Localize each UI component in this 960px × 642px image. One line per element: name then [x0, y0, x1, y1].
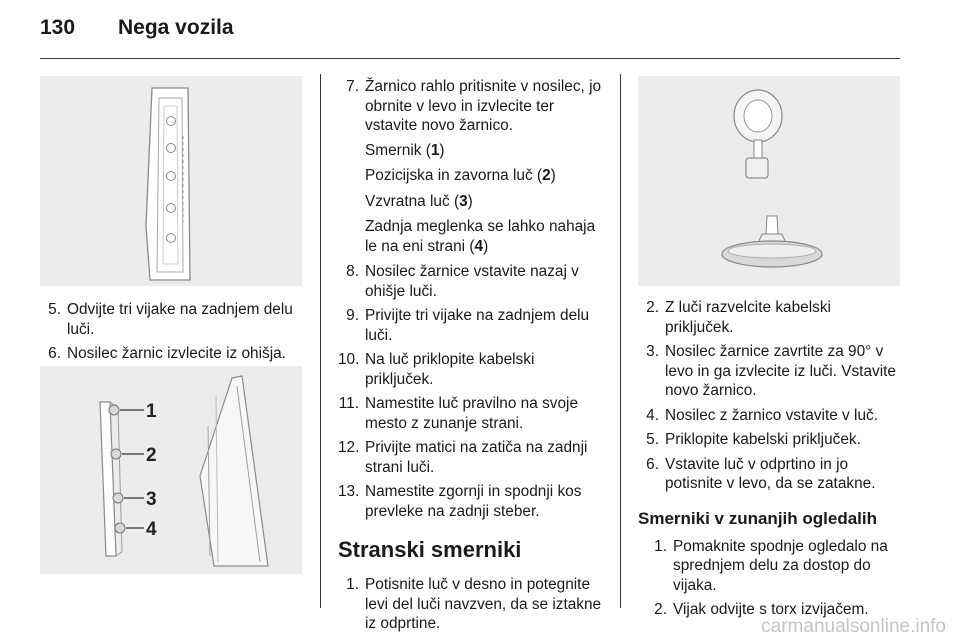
list-item: 3. Nosilec žarnice zavrtite za 90° v levo in ga izvlecite iz luči. Vstavite novo žarnico.: [646, 343, 896, 399]
list-item: 6. Vstavite luč v odprtino in jo potisnite v levo, da se zatakne.: [646, 455, 876, 492]
list-item: 11. Namestite luč pravilno na svoje mesto z zunanje strani.: [338, 395, 579, 432]
column-divider-left: [320, 74, 321, 608]
list-item: 1. Potisnite luč v desno in potegnite levi del luči navzven, da se iztakne iz odprtine.: [346, 576, 602, 632]
side-indicator-illustration: [638, 76, 900, 286]
list-item: 2. Z luči razvelcite kabelski priključek.: [646, 299, 831, 336]
tail-light-illustration: [40, 76, 302, 286]
list-item: 5. Priklopite kabelski priključek.: [646, 431, 861, 448]
list-item: 6. Nosilec žarnic izvlecite iz ohišja.: [48, 345, 286, 362]
watermark: carmanualsonline.info: [761, 616, 946, 637]
figure-tail-light: [40, 76, 302, 286]
bulb-ref-1: Smernik (1): [365, 141, 445, 159]
bulb-holder-illustration: [40, 366, 302, 574]
list-item: 2. Vijak odvijte s torx izvijačem.: [654, 601, 869, 618]
bulb-ref-3: Vzvratna luč (3): [365, 192, 473, 210]
column-divider-right: [620, 74, 621, 608]
section-title-side-indicators: Stranski smerniki: [338, 537, 522, 562]
list-item: 1. Pomaknite spodnje ogledalo na sprednjem delu za dostop do vijaka.: [654, 537, 888, 594]
list-item: 8. Nosilec žarnice vstavite nazaj v ohišje luči.: [346, 263, 579, 300]
list-item: 13. Namestite zgornji in spodnji kos prevleke na zadnji steber.: [338, 483, 582, 520]
left-column-text: [40, 300, 304, 369]
list-item: 10. Na luč priklopite kabelski priključek.: [338, 351, 535, 388]
list-item: 9. Privijte tri vijake na zadnjem delu luči.: [346, 307, 590, 344]
figure-side-indicator: [638, 76, 900, 286]
bulb-ref-2: Pozicijska in zavorna luč (2): [365, 167, 556, 184]
list-item: 5. Odvijte tri vijake na zadnjem delu luči.: [48, 301, 293, 338]
middle-column-text: [338, 77, 606, 639]
callout-1: 1: [146, 401, 157, 422]
list-item: 12. Privijte matici na zatiča na zadnji strani luči.: [338, 439, 588, 476]
header-rule: [40, 58, 900, 59]
callout-2: 2: [146, 445, 157, 466]
page-title: Nega vozila: [118, 16, 234, 39]
callout-4: 4: [146, 519, 157, 540]
figure-bulb-holder: [40, 366, 302, 574]
page-number: 130: [40, 16, 76, 39]
bulb-ref-4: Zadnja meglenka se lahko nahaja le na eni strani (4): [365, 218, 596, 255]
section-title-mirror-indicators: Smerniki v zunanjih ogledalih: [638, 508, 877, 528]
list-item: 7. Žarnico rahlo pritisnite v nosilec, jo obrnite v levo in izvlecite ter vstavite novo žarnico.: [346, 78, 602, 134]
list-item: 4. Nosilec z žarnico vstavite v luč.: [646, 406, 878, 424]
callout-3: 3: [146, 489, 157, 510]
right-column-text: [638, 298, 902, 625]
